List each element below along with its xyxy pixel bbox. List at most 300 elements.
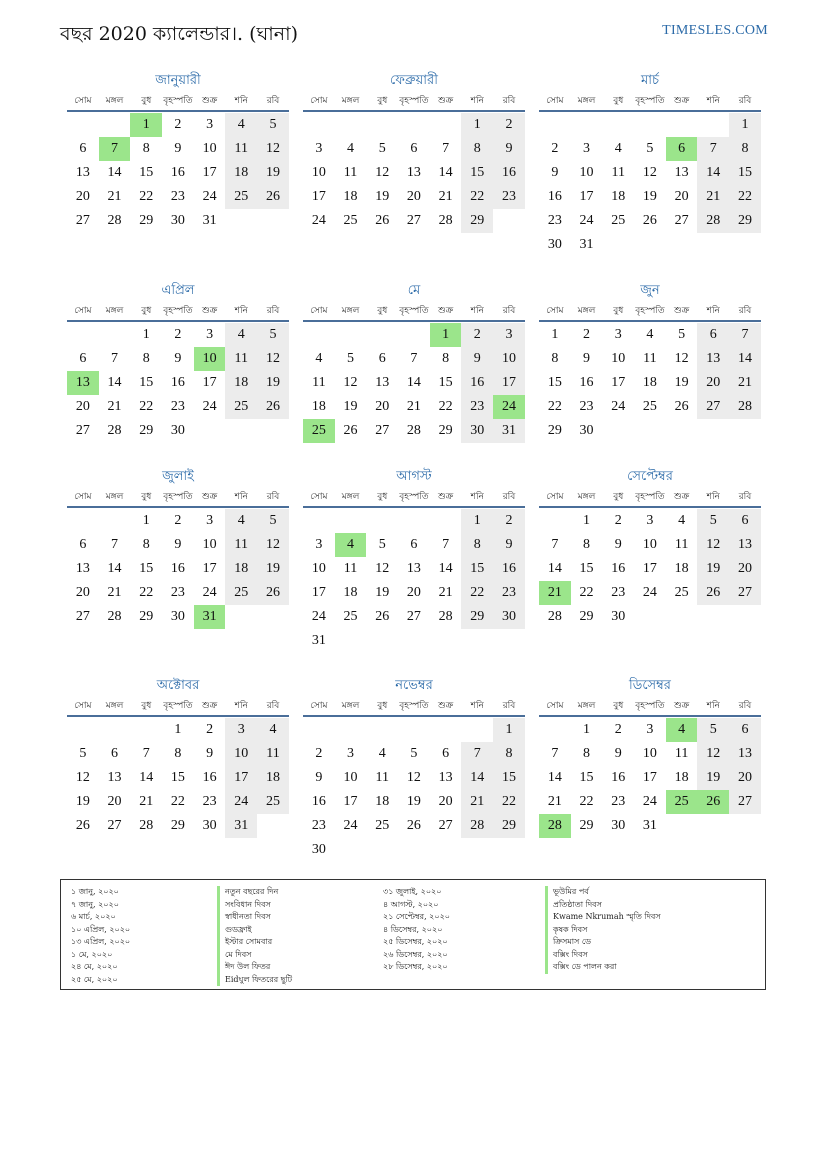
empty-day-cell — [461, 718, 493, 742]
day-cell: 1 — [142, 513, 150, 528]
day-cell: 1 — [461, 113, 493, 137]
empty-day-cell — [366, 113, 398, 137]
month-name: আগস্ট — [396, 469, 432, 484]
day-cell: 12 — [697, 533, 729, 557]
month-name: সেপ্টেম্বর — [627, 469, 673, 484]
weekday-label: মঙ্গল — [105, 306, 124, 316]
day-cell: 17 — [642, 561, 657, 576]
day-cell: 25 — [225, 395, 257, 419]
weekday-label: শুক্র — [673, 492, 690, 502]
week-row — [539, 209, 761, 233]
weekday-label: শুক্র — [437, 701, 454, 711]
week-row — [539, 742, 761, 766]
day-cell: 12 — [697, 742, 729, 766]
weekday-label: সোম — [546, 701, 564, 711]
day-cell: 14 — [406, 375, 421, 390]
weekday-label: সোম — [74, 492, 92, 502]
holiday-day-cell: 1 — [430, 323, 462, 347]
holiday-day-cell: 25 — [666, 790, 698, 814]
site-link[interactable]: TIMESLES.COM — [662, 23, 768, 38]
holiday-day-cell: 4 — [666, 718, 698, 742]
week-row — [67, 814, 289, 838]
weekday-label: শনি — [470, 701, 484, 711]
week-row — [303, 742, 525, 766]
week-row — [539, 605, 761, 629]
day-cell: 5 — [378, 537, 386, 552]
day-cell: 31 — [225, 814, 257, 838]
weekday-label: রবি — [266, 306, 280, 316]
empty-day-cell — [634, 233, 666, 257]
empty-day-cell — [335, 838, 367, 862]
week-row — [539, 766, 761, 790]
empty-day-cell — [666, 419, 698, 443]
day-cell: 15 — [579, 770, 594, 785]
day-cell: 13 — [75, 561, 90, 576]
month-name: ডিসেম্বর — [629, 678, 671, 693]
holiday-name: সংবিধান দিবস — [217, 899, 292, 912]
holiday-day-cell: 1 — [130, 113, 162, 137]
month-calendar — [539, 70, 761, 257]
day-cell: 3 — [646, 722, 654, 737]
day-cell: 13 — [406, 165, 421, 180]
week-row — [67, 395, 289, 419]
day-cell: 27 — [75, 213, 90, 228]
holiday-name: ইস্টার সোমবার — [217, 936, 292, 949]
day-cell: 30 — [493, 605, 525, 629]
day-cell: 2 — [174, 327, 182, 342]
day-cell: 19 — [257, 557, 289, 581]
weekday-label: মঙ্গল — [105, 701, 124, 711]
day-cell: 1 — [551, 327, 559, 342]
day-cell: 27 — [406, 609, 421, 624]
day-cell: 15 — [547, 375, 562, 390]
weekday-label: শুক্র — [437, 306, 454, 316]
day-cell: 9 — [315, 770, 323, 785]
day-cell: 19 — [375, 585, 390, 600]
day-cell: 30 — [547, 237, 562, 252]
day-cell: 25 — [674, 585, 689, 600]
holiday-date: ১৩ এপ্রিল, ২০২০ — [71, 937, 131, 946]
empty-day-cell — [666, 605, 698, 629]
weekday-label: বৃহস্পতি — [635, 701, 665, 711]
weekday-label: শুক্র — [673, 96, 690, 106]
holiday-names-col-2 — [545, 886, 661, 974]
day-cell: 11 — [674, 746, 689, 761]
week-row — [67, 533, 289, 557]
weekday-label: রবি — [266, 701, 280, 711]
day-cell: 3 — [347, 746, 355, 761]
holiday-date: ১ জানু, ২০২০ — [71, 887, 119, 896]
week-row — [539, 790, 761, 814]
day-cell: 7 — [442, 537, 450, 552]
day-cell: 23 — [170, 585, 185, 600]
holiday-date: ২১ সেপ্টেম্বর, ২০২০ — [383, 912, 450, 921]
weekday-label: সোম — [74, 701, 92, 711]
empty-day-cell — [335, 718, 367, 742]
day-cell: 26 — [375, 213, 390, 228]
day-cell: 14 — [139, 770, 154, 785]
day-cell: 30 — [579, 423, 594, 438]
day-cell: 19 — [75, 794, 90, 809]
week-row — [303, 113, 525, 137]
day-cell: 28 — [107, 423, 122, 438]
day-cell: 17 — [611, 375, 626, 390]
empty-day-cell — [67, 323, 99, 347]
day-cell: 5 — [347, 351, 355, 366]
weekday-label: শুক্র — [201, 492, 218, 502]
day-cell: 1 — [583, 722, 591, 737]
day-cell: 11 — [225, 137, 257, 161]
day-cell: 12 — [375, 165, 390, 180]
week-row — [303, 629, 525, 653]
day-cell: 30 — [170, 609, 185, 624]
month-name: মার্চ — [640, 73, 659, 88]
day-cell: 16 — [493, 161, 525, 185]
day-cell: 29 — [729, 209, 761, 233]
day-cell: 10 — [493, 347, 525, 371]
weekday-label: রবি — [502, 701, 516, 711]
empty-day-cell — [493, 629, 525, 653]
empty-day-cell — [303, 718, 335, 742]
day-cell: 30 — [170, 213, 185, 228]
day-cell: 23 — [493, 581, 525, 605]
day-cell: 3 — [583, 141, 591, 156]
day-cell: 17 — [202, 375, 217, 390]
holiday-name: ঈদ উল ফিতর — [217, 961, 292, 974]
weekday-label: মঙ্গল — [341, 96, 360, 106]
week-row — [539, 581, 761, 605]
empty-day-cell — [430, 113, 462, 137]
day-cell: 5 — [646, 141, 654, 156]
day-cell: 16 — [202, 770, 217, 785]
day-cell: 31 — [311, 633, 326, 648]
day-cell: 12 — [257, 137, 289, 161]
day-cell: 5 — [257, 509, 289, 533]
empty-day-cell — [729, 233, 761, 257]
day-cell: 1 — [174, 722, 182, 737]
day-cell: 17 — [202, 165, 217, 180]
day-cell: 4 — [225, 323, 257, 347]
week-row — [539, 557, 761, 581]
day-cell: 5 — [697, 718, 729, 742]
day-cell: 2 — [551, 141, 559, 156]
day-cell: 22 — [170, 794, 185, 809]
day-cell: 3 — [646, 513, 654, 528]
day-cell: 18 — [343, 585, 358, 600]
day-cell: 1 — [461, 509, 493, 533]
weekday-label: বুধ — [141, 492, 152, 502]
week-row — [303, 371, 525, 395]
day-cell: 26 — [75, 818, 90, 833]
empty-day-cell — [398, 113, 430, 137]
empty-day-cell — [697, 233, 729, 257]
day-cell: 20 — [107, 794, 122, 809]
day-cell: 16 — [170, 561, 185, 576]
holiday-date: ২৬ ডিসেম্বর, ২০২০ — [383, 949, 448, 959]
day-cell: 23 — [170, 189, 185, 204]
month-calendar — [67, 466, 289, 629]
week-row — [539, 185, 761, 209]
empty-day-cell — [666, 814, 698, 838]
month-calendar — [67, 675, 289, 838]
day-cell: 10 — [202, 537, 217, 552]
day-cell: 26 — [257, 185, 289, 209]
day-cell: 8 — [174, 746, 182, 761]
day-cell: 29 — [139, 213, 154, 228]
month-calendar — [67, 70, 289, 233]
day-cell: 6 — [79, 537, 87, 552]
weekday-label: বুধ — [613, 492, 624, 502]
empty-day-cell — [634, 605, 666, 629]
day-cell: 25 — [225, 185, 257, 209]
day-cell: 8 — [142, 537, 150, 552]
empty-day-cell — [225, 605, 257, 629]
weekday-header — [303, 488, 525, 508]
day-cell: 20 — [375, 399, 390, 414]
empty-day-cell — [430, 838, 462, 862]
day-cell: 22 — [139, 399, 154, 414]
day-cell: 13 — [729, 742, 761, 766]
day-cell: 28 — [107, 609, 122, 624]
week-row — [539, 137, 761, 161]
day-cell: 6 — [410, 537, 418, 552]
empty-day-cell — [335, 509, 367, 533]
day-cell: 10 — [202, 141, 217, 156]
day-cell: 12 — [257, 347, 289, 371]
day-cell: 18 — [674, 561, 689, 576]
day-cell: 20 — [75, 189, 90, 204]
holiday-day-cell: 7 — [99, 137, 131, 161]
month-calendar — [539, 280, 761, 443]
weekday-label: বুধ — [377, 701, 388, 711]
weekday-label: সোম — [546, 96, 564, 106]
day-cell: 19 — [642, 189, 657, 204]
weekday-header — [303, 92, 525, 112]
weekday-label: মঙ্গল — [105, 492, 124, 502]
holiday-date: ২৮ ডিসেম্বর, ২০২০ — [383, 962, 448, 971]
week-row — [303, 838, 525, 862]
day-cell: 22 — [139, 585, 154, 600]
day-cell: 14 — [438, 561, 453, 576]
week-row — [67, 137, 289, 161]
day-cell: 27 — [75, 423, 90, 438]
empty-day-cell — [729, 419, 761, 443]
weekday-label: বৃহস্পতি — [635, 306, 665, 316]
weekday-label: বৃহস্পতি — [635, 96, 665, 106]
week-row — [67, 557, 289, 581]
day-cell: 9 — [614, 746, 622, 761]
day-cell: 27 — [406, 213, 421, 228]
day-cell: 6 — [442, 746, 450, 761]
page-title: বছর 2020 ক্যালেন্ডার।. (ঘানা) — [60, 23, 299, 45]
holiday-list — [60, 879, 766, 990]
week-row — [67, 790, 289, 814]
day-cell: 6 — [79, 351, 87, 366]
weekday-label: শনি — [234, 96, 248, 106]
weekday-label: শনি — [234, 306, 248, 316]
day-cell: 17 — [311, 189, 326, 204]
day-cell: 22 — [493, 790, 525, 814]
day-cell: 24 — [642, 585, 657, 600]
day-cell: 22 — [729, 185, 761, 209]
week-row — [67, 605, 289, 629]
week-row — [303, 533, 525, 557]
day-cell: 9 — [174, 351, 182, 366]
week-row — [539, 371, 761, 395]
day-cell: 1 — [729, 113, 761, 137]
day-cell: 27 — [375, 423, 390, 438]
month-calendar — [539, 466, 761, 629]
holiday-name: ভূউমির পর্ব — [545, 886, 661, 899]
day-cell: 15 — [170, 770, 185, 785]
holiday-name: Eidঘুল ফিতরের ছুটি — [217, 974, 292, 987]
day-cell: 16 — [547, 189, 562, 204]
day-cell: 18 — [674, 770, 689, 785]
holiday-names-col-1 — [217, 886, 292, 986]
weekday-label: শুক্র — [437, 492, 454, 502]
day-cell: 3 — [315, 141, 323, 156]
empty-day-cell — [366, 718, 398, 742]
empty-day-cell — [335, 629, 367, 653]
day-cell: 24 — [642, 794, 657, 809]
weekday-label: শুক্র — [673, 701, 690, 711]
day-cell: 3 — [206, 327, 214, 342]
day-cell: 15 — [139, 561, 154, 576]
week-row — [303, 509, 525, 533]
day-cell: 6 — [697, 323, 729, 347]
day-cell: 10 — [225, 742, 257, 766]
day-cell: 22 — [139, 189, 154, 204]
weekday-label: শুক্র — [201, 96, 218, 106]
week-row — [303, 557, 525, 581]
day-cell: 10 — [579, 165, 594, 180]
day-cell: 26 — [697, 581, 729, 605]
day-cell: 7 — [461, 742, 493, 766]
day-cell: 9 — [174, 141, 182, 156]
day-cell: 2 — [315, 746, 323, 761]
weekday-label: বৃহস্পতি — [399, 306, 429, 316]
empty-day-cell — [99, 509, 131, 533]
empty-day-cell — [335, 113, 367, 137]
day-cell: 28 — [107, 213, 122, 228]
day-cell: 2 — [583, 327, 591, 342]
week-row — [67, 766, 289, 790]
month-calendar — [539, 675, 761, 838]
day-cell: 29 — [579, 818, 594, 833]
empty-day-cell — [634, 419, 666, 443]
day-cell: 28 — [139, 818, 154, 833]
weekday-label: বুধ — [613, 306, 624, 316]
day-cell: 11 — [225, 347, 257, 371]
holiday-name: প্রতিষ্ঠাতা দিবস — [545, 899, 661, 912]
day-cell: 19 — [375, 189, 390, 204]
day-cell: 6 — [729, 718, 761, 742]
day-cell: 2 — [461, 323, 493, 347]
day-cell: 22 — [547, 399, 562, 414]
week-row — [303, 605, 525, 629]
holiday-name: গুডফ্রাই — [217, 924, 292, 937]
weekday-label: সোম — [546, 492, 564, 502]
empty-day-cell — [99, 323, 131, 347]
day-cell: 12 — [406, 770, 421, 785]
day-cell: 20 — [697, 371, 729, 395]
weekday-label: শুক্র — [201, 701, 218, 711]
day-cell: 21 — [697, 185, 729, 209]
day-cell: 11 — [343, 165, 358, 180]
day-cell: 31 — [493, 419, 525, 443]
day-cell: 19 — [257, 371, 289, 395]
week-row — [539, 347, 761, 371]
day-cell: 30 — [202, 818, 217, 833]
day-cell: 30 — [611, 818, 626, 833]
day-cell: 28 — [461, 814, 493, 838]
month-name: নভেম্বর — [395, 678, 433, 693]
week-row — [303, 718, 525, 742]
month-name: এপ্রিল — [161, 283, 195, 298]
day-cell: 31 — [202, 213, 217, 228]
weekday-label: রবি — [738, 96, 752, 106]
week-row — [67, 185, 289, 209]
day-cell: 21 — [729, 371, 761, 395]
day-cell: 18 — [311, 399, 326, 414]
weekday-label: বৃহস্পতি — [399, 96, 429, 106]
weekday-label: সোম — [310, 96, 328, 106]
empty-day-cell — [697, 419, 729, 443]
week-row — [67, 419, 289, 443]
day-cell: 19 — [697, 557, 729, 581]
weekday-label: রবি — [738, 701, 752, 711]
day-cell: 3 — [614, 327, 622, 342]
day-cell: 10 — [311, 165, 326, 180]
week-row — [303, 161, 525, 185]
day-cell: 28 — [729, 395, 761, 419]
weekday-label: বৃহস্পতি — [163, 306, 193, 316]
day-cell: 21 — [438, 189, 453, 204]
day-cell: 20 — [729, 557, 761, 581]
day-cell: 14 — [547, 770, 562, 785]
day-cell: 2 — [493, 113, 525, 137]
day-cell: 20 — [406, 585, 421, 600]
day-cell: 15 — [579, 561, 594, 576]
day-cell: 26 — [257, 581, 289, 605]
day-cell: 3 — [206, 513, 214, 528]
weekday-label: বুধ — [141, 306, 152, 316]
weekday-label: মঙ্গল — [341, 701, 360, 711]
empty-day-cell — [461, 629, 493, 653]
empty-day-cell — [539, 113, 571, 137]
day-cell: 19 — [697, 766, 729, 790]
day-cell: 11 — [312, 375, 326, 390]
empty-day-cell — [366, 629, 398, 653]
day-cell: 12 — [642, 165, 657, 180]
day-cell: 2 — [174, 117, 182, 132]
day-cell: 17 — [343, 794, 358, 809]
day-cell: 21 — [107, 189, 122, 204]
empty-day-cell — [67, 718, 99, 742]
empty-day-cell — [194, 419, 226, 443]
day-cell: 24 — [202, 585, 217, 600]
weekday-header — [303, 302, 525, 322]
empty-day-cell — [666, 233, 698, 257]
day-cell: 19 — [257, 161, 289, 185]
day-cell: 22 — [579, 794, 594, 809]
day-cell: 5 — [678, 327, 686, 342]
empty-day-cell — [493, 838, 525, 862]
weekday-label: শুক্র — [437, 96, 454, 106]
day-cell: 8 — [551, 351, 559, 366]
weekday-label: মঙ্গল — [577, 492, 596, 502]
holiday-day-cell: 25 — [303, 419, 335, 443]
